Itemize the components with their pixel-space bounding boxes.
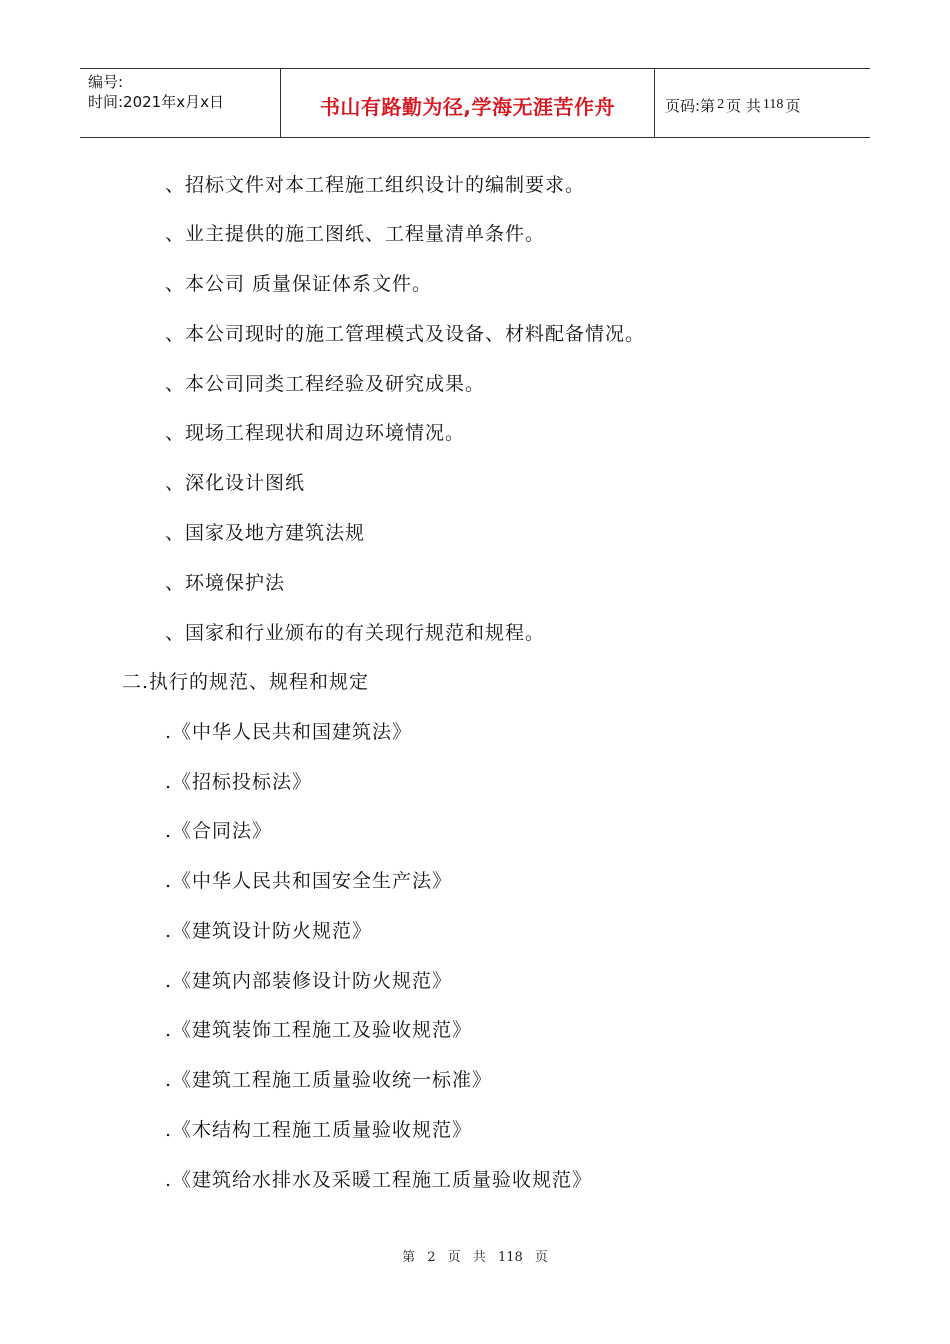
basis-item: 、现场工程现状和周边环境情况。: [165, 422, 466, 444]
footer-current: 2: [427, 1250, 436, 1265]
basis-item: 、本公司同类工程经验及研究成果。: [165, 373, 486, 395]
norm-item: .《木结构工程施工质量验收规范》: [165, 1119, 473, 1141]
footer-mid2: 共: [472, 1250, 486, 1265]
footer-total: 118: [497, 1250, 523, 1265]
footer-mid1: 页: [447, 1250, 461, 1265]
norm-item: .《建筑内部装修设计防火规范》: [165, 970, 453, 992]
norm-item: .《合同法》: [165, 820, 273, 842]
basis-item: 、国家及地方建筑法规: [165, 522, 366, 544]
basis-item: 、深化设计图纸: [165, 472, 306, 494]
basis-item: 、招标文件对本工程施工组织设计的编制要求。: [165, 174, 586, 196]
footer-prefix: 第: [402, 1250, 416, 1265]
footer-suffix: 页: [534, 1250, 548, 1265]
header-meta: [80, 69, 281, 137]
page-current: 2: [717, 97, 725, 112]
page-prefix: 页码:第: [665, 96, 716, 115]
header-page-number: [655, 69, 870, 137]
document-number-label: 编号:: [88, 73, 124, 91]
section-title: 二.执行的规范、规程和规定: [122, 671, 370, 693]
norm-item: .《建筑工程施工质量验收统一标准》: [165, 1069, 493, 1091]
basis-item: 、本公司现时的施工管理模式及设备、材料配备情况。: [165, 323, 646, 345]
basis-item: 、本公司 质量保证体系文件。: [165, 273, 433, 295]
basis-item: 、业主提供的施工图纸、工程量清单条件。: [165, 223, 546, 245]
norm-item: .《中华人民共和国安全生产法》: [165, 870, 453, 892]
page-header: [80, 68, 870, 138]
norm-item: .《中华人民共和国建筑法》: [165, 721, 413, 743]
page-suffix: 页: [785, 96, 801, 115]
norm-item: .《建筑设计防火规范》: [165, 920, 373, 942]
document-date: 时间:2021年x月x日: [88, 93, 224, 111]
norm-item: .《建筑装饰工程施工及验收规范》: [165, 1019, 473, 1041]
page-footer: [0, 1246, 950, 1265]
page-total: 118: [762, 97, 784, 112]
norm-item: .《建筑给水排水及采暖工程施工质量验收规范》: [165, 1169, 593, 1191]
basis-item: 、国家和行业颁布的有关现行规范和规程。: [165, 622, 546, 644]
norm-item: .《招标投标法》: [165, 771, 313, 793]
page-mid: 页 共: [726, 96, 761, 115]
basis-item: 、环境保护法: [165, 572, 286, 594]
header-slogan: 书山有路勤为径,学海无涯苦作舟: [281, 69, 655, 137]
